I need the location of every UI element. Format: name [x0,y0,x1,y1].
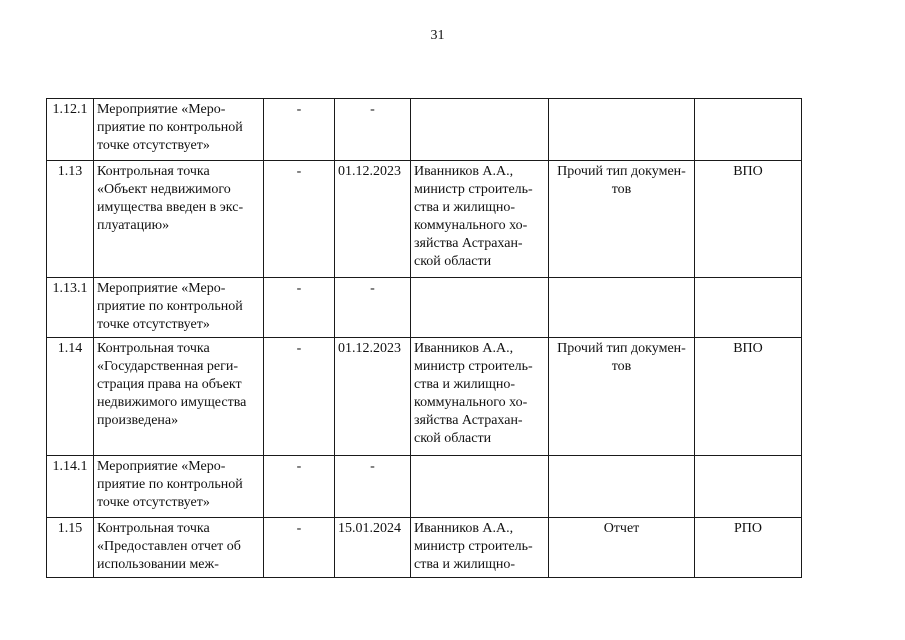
row-responsible [411,338,549,456]
row-responsible-line: министр строитель- [414,539,533,554]
row-date: 01.12.2023 [335,161,411,278]
row-document-type [549,338,695,456]
row-responsible-line: ства и жилищно- [414,377,516,392]
row-responsible-line: зяйства Астрахан- [414,413,523,428]
row-document-type [549,518,695,578]
row-document-type [549,99,695,161]
row-title-line: точке отсутствует» [97,138,210,153]
row-responsible-line: ства и жилищно- [414,200,516,215]
row-col3: - [264,338,335,456]
row-title-line: имущества введен в экс- [97,200,244,215]
row-col3: - [264,456,335,518]
row-responsible [411,99,549,161]
row-title-line: «Объект недвижимого [97,182,231,197]
row-number: 1.14.1 [47,456,94,518]
row-responsible-line: министр строитель- [414,182,533,197]
row-title-line: Контрольная точка [97,521,210,536]
row-level [695,278,802,338]
row-title-line: Контрольная точка [97,341,210,356]
row-number: 1.13 [47,161,94,278]
row-responsible-line: Иванников А.А., [414,521,514,536]
row-responsible-line: ской области [414,254,492,269]
row-responsible-line: коммунального хо- [414,218,528,233]
row-title-line: Контрольная точка [97,164,210,179]
table-row [47,278,802,338]
row-number: 1.13.1 [47,278,94,338]
table-row [47,456,802,518]
row-responsible [411,161,549,278]
row-responsible [411,456,549,518]
row-title-line: «Государственная реги- [97,359,239,374]
row-document-type [549,161,695,278]
row-level: ВПО [695,161,802,278]
row-date: - [335,456,411,518]
row-title-line: Мероприятие «Меро- [97,281,226,296]
row-title-line: Мероприятие «Меро- [97,459,226,474]
table-row [47,161,802,278]
row-responsible-line: зяйства Астрахан- [414,236,523,251]
row-document-type [549,456,695,518]
page-number: 31 [430,28,445,43]
row-title-line: «Предоставлен отчет об [97,539,241,554]
row-number: 1.15 [47,518,94,578]
row-col3: - [264,99,335,161]
row-document-type-line: Отчет [603,521,640,536]
row-level [695,99,802,161]
row-document-type-line: Прочий тип докумен- [557,341,686,356]
row-title-line: Мероприятие «Меро- [97,102,226,117]
row-col3: - [264,278,335,338]
table-row [47,338,802,456]
row-col3: - [264,161,335,278]
table-row [47,518,802,578]
row-title [94,161,264,278]
row-title-line: приятие по контрольной [97,299,243,314]
row-responsible [411,278,549,338]
row-document-type-line: Прочий тип докумен- [557,164,686,179]
row-title-line: произведена» [97,413,179,428]
row-responsible-line: ской области [414,431,492,446]
table-row [47,99,802,161]
row-title [94,518,264,578]
row-title [94,278,264,338]
row-title-line: приятие по контрольной [97,477,243,492]
row-responsible-line: Иванников А.А., [414,164,514,179]
row-title-line: точке отсутствует» [97,317,210,332]
row-col3: - [264,518,335,578]
row-title [94,338,264,456]
row-number: 1.12.1 [47,99,94,161]
row-title-line: страция права на объект [97,377,242,392]
row-date: 15.01.2024 [335,518,411,578]
row-responsible [411,518,549,578]
row-level: РПО [695,518,802,578]
row-date: 01.12.2023 [335,338,411,456]
row-responsible-line: ства и жилищно- [414,557,516,572]
row-title-line: плуатацию» [97,218,170,233]
row-date: - [335,278,411,338]
row-responsible-line: коммунального хо- [414,395,528,410]
row-level [695,456,802,518]
plan-table [46,98,802,578]
row-document-type-line: тов [611,182,632,197]
row-title-line: точке отсутствует» [97,495,210,510]
row-level: ВПО [695,338,802,456]
row-document-type [549,278,695,338]
row-title-line: приятие по контрольной [97,120,243,135]
row-responsible-line: министр строитель- [414,359,533,374]
row-document-type-line: тов [611,359,632,374]
row-date: - [335,99,411,161]
row-title-line: недвижимого имущества [97,395,247,410]
row-title [94,99,264,161]
row-title [94,456,264,518]
row-responsible-line: Иванников А.А., [414,341,514,356]
row-number: 1.14 [47,338,94,456]
row-title-line: использовании меж- [97,557,219,572]
